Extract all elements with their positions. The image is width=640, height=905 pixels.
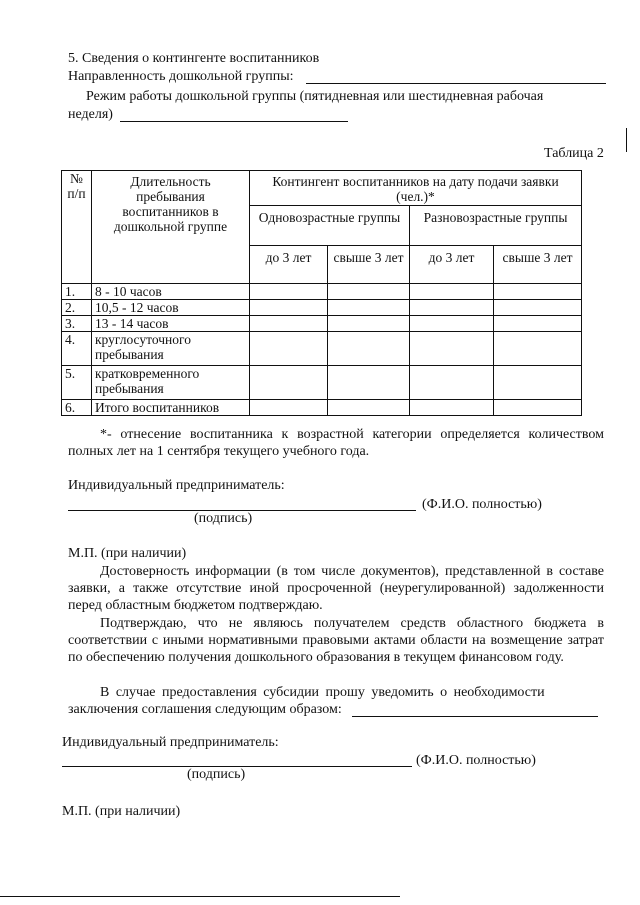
fio-caption-2: (Ф.И.О. полностью) [416,753,536,768]
header-over3-mixed: свыше 3 лет [494,246,582,284]
cell-input[interactable] [328,332,410,366]
header-same-age: Одновозрастные группы [250,206,410,246]
cell-input[interactable] [250,366,328,400]
cell-input[interactable] [328,366,410,400]
cell-input[interactable] [250,300,328,316]
table-row [62,284,582,300]
mode-line-1: Режим работы дошкольной группы (пятидневная или шестидневная рабочая [86,89,544,104]
cell-input[interactable] [494,366,582,400]
contingent-table [61,170,582,416]
cell-input[interactable] [328,400,410,416]
cell-input[interactable] [410,300,494,316]
header-under3-same: до 3 лет [250,246,328,284]
row-label: 10,5 - 12 часов [92,300,250,316]
cell-input[interactable] [410,316,494,332]
cell-input[interactable] [410,284,494,300]
header-under3-mixed: до 3 лет [410,246,494,284]
stamp-caption: М.П. (при наличии) [68,546,187,561]
cell-input[interactable] [494,332,582,366]
table-row [62,332,582,366]
table-row [62,366,582,400]
cell-input[interactable] [410,332,494,366]
cell-input[interactable] [250,316,328,332]
row-num: 5. [62,366,92,400]
table-row [62,300,582,316]
row-num: 3. [62,316,92,332]
cell-input[interactable] [494,400,582,416]
mode-field-line[interactable] [120,121,348,122]
notify-method-field-line[interactable] [352,716,598,717]
row-label: 8 - 10 часов [92,284,250,300]
header-num: № п/п [62,171,92,284]
signature-caption: (подпись) [194,511,253,526]
table-row [62,316,582,332]
cell-input[interactable] [494,284,582,300]
entrepreneur-label: Индивидуальный предприниматель: [68,478,285,493]
row-num: 1. [62,284,92,300]
paragraph-notify-line-1: В случае предоставления субсидии прошу уведомить о необходимости [100,685,545,700]
cell-input[interactable] [494,316,582,332]
cell-input[interactable] [250,400,328,416]
cell-input[interactable] [328,316,410,332]
cell-input[interactable] [250,332,328,366]
cell-input[interactable] [410,400,494,416]
row-num: 2. [62,300,92,316]
row-label: Итого воспитанников [92,400,250,416]
row-num: 4. [62,332,92,366]
paragraph-confirmation: Достоверность информации (в том числе документов), представленной в составе заявки, а также отсутствие иной просроченной (неурегулированной) задолженности перед областным бюджетом подтверждаю. [68,564,604,613]
margin-mark [626,128,627,152]
focus-label: Направленность дошкольной группы: [68,69,294,84]
row-num: 6. [62,400,92,416]
paragraph-notify-line-2: заключения соглашения следующим образом: [68,702,342,717]
section-title: 5. Сведения о контингенте воспитанников [68,51,320,66]
table-row [62,400,582,416]
cell-input[interactable] [494,300,582,316]
cell-input[interactable] [328,300,410,316]
paragraph-not-recipient: Подтверждаю, что не являюсь получателем средств областного бюджета в соответствии с иными нормативными правовыми актами области на возмещение затрат по обеспечению получения дошкольного образования в текущем финансовом году. [68,616,604,665]
row-label: круглосуточного пребывания [92,332,250,366]
stamp-caption-2: М.П. (при наличии) [62,804,181,819]
cell-input[interactable] [410,366,494,400]
header-contingent: Контингент воспитанников на дату подачи заявки (чел.)* [250,171,582,206]
header-over3-same: свыше 3 лет [328,246,410,284]
footnote: *- отнесение воспитанника к возрастной категории определяется количеством полных лет на 1 сентября текущего учебного года. [68,427,604,459]
focus-field-line[interactable] [306,83,606,84]
row-label: кратковременного пребывания [92,366,250,400]
signature-caption-2: (подпись) [187,767,246,782]
mode-line-2: неделя) [68,107,113,122]
header-mixed-age: Разновозрастные группы [410,206,582,246]
cell-input[interactable] [250,284,328,300]
cell-input[interactable] [328,284,410,300]
header-duration: Длительность пребывания воспитанников в дошкольной группе [92,171,250,284]
table-caption: Таблица 2 [544,146,604,161]
fio-caption: (Ф.И.О. полностью) [422,497,542,512]
entrepreneur-label-2: Индивидуальный предприниматель: [62,735,279,750]
row-label: 13 - 14 часов [92,316,250,332]
page-bottom-rule [0,896,400,897]
